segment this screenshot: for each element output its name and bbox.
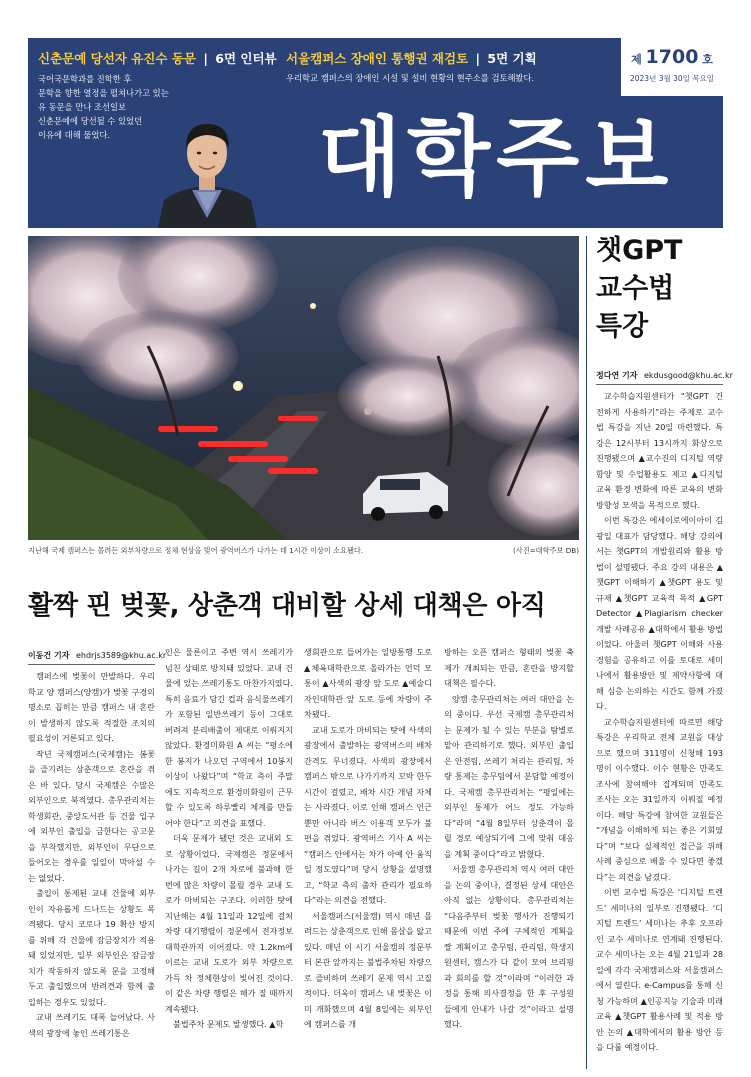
teaser-separator: |: [475, 51, 481, 66]
byline-divider: [28, 664, 155, 665]
paragraph: 출입이 통제된 교내 건물에 외부인이 자유롭게 드나드는 상황도 목격됐다. 당시 코로나 19 확산 방지를 위해 각 건물에 잠금장치가 적용돼 있었지만, 일부 외부인은 잠금장치가 작동하지 않도록 문을 고정해두고 출입했으며 반려견과 함께 출입하는 경우도 있었다.: [28, 888, 155, 1007]
issue-info: [621, 38, 723, 96]
reporter-name: 이동건 기자: [28, 651, 70, 660]
newspaper-title: 대학주보: [318, 108, 675, 208]
paragraph: 방하는 오픈 캠퍼스 형태의 벚꽃 축제가 개최되는 만큼, 혼란을 방지할 대책은 필수다.: [444, 647, 574, 688]
reporter-name: 정다연 기자: [596, 371, 638, 380]
summary-line: 이유에 대해 물었다.: [38, 130, 111, 140]
issue-number: [621, 46, 723, 68]
reporter-email[interactable]: ekdusgood@khu.ac.kr: [643, 371, 733, 380]
sidebar-divider: [586, 236, 587, 1069]
teaser-feature-headline[interactable]: [286, 49, 537, 67]
photo-caption-text: 지난해 국제 캠퍼스는 몰려든 외부차량으로 정체 현상을 빚어 광역버스가 나가는 데 1시간 이상이 소요됐다.: [28, 546, 364, 555]
teaser-feature-page: 5면 기획: [487, 51, 537, 66]
main-headline[interactable]: 활짝 핀 벚꽃, 상춘객 대비할 상세 대책은 아직: [28, 591, 546, 621]
side-article-body: [596, 389, 723, 1069]
issue-suffix: 호: [702, 53, 713, 66]
summary-line: 국어국문학과를 진학한 후: [38, 74, 132, 84]
side-headline[interactable]: [596, 232, 682, 346]
side-headline-line: 교수법: [596, 273, 675, 304]
interviewee-portrait: [150, 108, 265, 228]
issue-prefix: 제: [631, 53, 642, 66]
teaser-feature-summary: 우리학교 캠퍼스의 장애인 시설 및 설비 현황의 현주소를 검토해봤다.: [286, 73, 535, 83]
article-column-3: [304, 645, 432, 1069]
paragraph: 교수학습지원센터에 따르면 해당 특강은 우리학교 전체 교원을 대상으로 했으며 311명이 신청해 193명이 이수했다. 이수 현황은 만족도 조사에 참여해야 집계되며 만족도 조사는 오는 31일까지 이뤄질 예정이다. 해당 특강에 참여한 교원들은 “개념을 이해하게 되는 좋은 기회였다”며 “보다 실제적인 접근을 위해 사례 중심으로 배울 수 있다면 좋겠다”는 의견을 남겼다.: [596, 716, 723, 882]
paragraph: 인은 물론이고 주변 역시 쓰레기가 넘친 상태로 방치돼 있었다. 교내 건물에 있는 쓰레기통도 마찬가지였다. 특히 음료가 담긴 컵과 음식물쓰레기가 포함된 일반쓰레기 등이 그대로 버려져 분리배출이 제대로 이뤄지지 않았다. 환경미화원 A 씨는 “평소에 한 봉지가 나오던 구역에서 10봉지 이상이 나왔다”며 “학교 측이 주말에도 지속적으로 환경미화원이 근무할 수 있도록 하루빨리 체계를 만들어야 한다”고 의견을 표했다.: [165, 647, 293, 828]
summary-line: 유 동문을 만나 조선일보: [38, 102, 127, 112]
paragraph: 양캠 총무관리처는 여러 대안을 논의 중이다. 우선 국제캠 총무관리처는 문제가 될 수 있는 부분을 탐별로 맡아 관리하기로 했다. 외부인 출입은 안전팀, 쓰레기 처리는 관리팀, 차량 통제는 총무팀에서 분담할 예정이다. 국제캠 총무관리처는 “평일에는 외부인 통제가 어느 정도 가능하다”라며 “4월 8일부터 상춘객이 몰릴 경로 예상되기에 그에 맞춰 대응을 계획 중이다”라고 밝혔다.: [444, 693, 574, 859]
paragraph: 생회관으로 들어가는 일방통행 도로 ▲체육대학관으로 올라가는 언덕 모통이 ▲사색의 광장 앞 도로 ▲예술디자인대학관 앞 도로 등에 차량이 주차됐다.: [304, 647, 432, 719]
teaser-interview-headline[interactable]: [38, 49, 277, 67]
paragraph: 교내 도로가 마비되는 탓에 사색의 광장에서 출발하는 광역버스의 배차간격도 무너졌다. 사색의 광장에서 캠퍼스 밖으로 나가기까지 꼬박 한두 시간이 걸렸고, 배차 시간 개념 자체는 사라졌다. 이로 인해 캠퍼스 인근뿐만 아니라 버스 이용객 모두가 불편을 겪었다. 광역버스 기사 A 씨는 “캠퍼스 안에서는 차가 아예 안 움직일 정도였다”며 당시 상황을 설명했고, “학교 측의 출차 관리가 필요하다”라는 의견을 전했다.: [304, 724, 432, 905]
issue-date: 2023년 3월 30일 목요일: [629, 74, 715, 83]
masthead: [28, 38, 723, 228]
photo-credit: (사진=대학주보 DB): [512, 546, 579, 555]
teaser-interview[interactable]: [28, 38, 278, 228]
paragraph: 서울캠퍼스(서울캠) 역시 매년 몰려드는 상춘객으로 인해 몸살을 앓고 있다. 매년 이 시기 서울캠의 정문부터 본관 앞까지는 불법주차된 차량으로 즐비하며 쓰레기 문제 역시 고질적이다. 더욱이 캠퍼스 내 벚꽃은 이미 개화했으며 4월 8일에는 외부인에 캠퍼스를 개: [304, 910, 432, 1029]
issue-number-value: 1700: [645, 46, 699, 68]
teaser-feature-title: 서울캠퍼스 장애인 통행권 재검토: [286, 51, 469, 66]
side-byline: [596, 370, 733, 381]
paragraph: 서울캠 총무관리처 역시 여러 대안을 논의 중이나, 결정된 상세 대안은 아직 없는 상황이다. 총무관리처는 “다음주부터 벚꽃 행사가 진행되기 때문에 이번 주에 구체적인 계획을 짤 계획이고 총무팀, 관리팀, 학생지원센터, 캠스가 다 같이 모여 브리핑과 회의를 할 것”이라며 “이러한 과정을 통해 의사결정을 한 후 구성원들에게 안내가 나갈 것”이라고 설명했다.: [444, 864, 574, 1029]
summary-line: 문학을 향한 열정을 펼쳐나가고 있는: [38, 88, 169, 98]
teaser-interview-page: 6면 인터뷰: [215, 51, 277, 66]
teaser-interview-title: 신춘문예 당선자 유진수 동문: [38, 51, 196, 66]
teaser-separator: |: [203, 51, 208, 66]
paragraph: 캠퍼스에 벚꽃이 만발하다. 우리학교 양 캠퍼스(양캠)가 벚꽃 구경의 명소로 꼽히는 만큼 캠퍼스 내 혼란이 발생하지 않도록 적절한 조치의 필요성이 거론되고 있다.: [28, 671, 155, 743]
paragraph: 교수학습지원센터가 “챗GPT 건전하게 사용하기”라는 주제로 교수법 특강을 지난 20일 마련했다. 특강은 12시부터 13시까지 화상으로 진행됐으며 ▲교수진의 디지털 역량 함양 및 수업활용도 제고 ▲디지털 교육 환경 변화에 따른 교육의 변화 방향성 모색을 목적으로 했다.: [596, 391, 723, 510]
main-byline: [28, 650, 167, 661]
summary-line: 신춘문예에 당선될 수 있었던: [38, 116, 143, 126]
paragraph: 이번 특강은 에세이로에이아이 김광일 대표가 담당했다. 해당 강의에서는 챗GPT의 개발원리와 활용 방법이 설명됐다. 주요 강의 내용은 ▲챗GPT 이해하기 ▲챗GPT 용도 및 규제 ▲챗GPT 교육적 목적 ▲GPT Detector ▲Plagiarism checker 개발 사례공유 ▲대학에서 활용 방법이었다. 아울러 챗GPT 이해와 사용 경험을 공유하고 이를 토대로 세미나에서 활용방안 및 제약사항에 대해 심층 논의하는 시간도 함께 가졌다.: [596, 515, 723, 711]
paragraph: 작년 국제캠퍼스(국제캠)는 봄꽃을 즐기려는 상춘객으로 혼란을 겪은 바 있다. 당시 국제캠은 수많은 외부인으로 북적였다. 총무관리처는 학생회관, 중앙도서관 등 건물 입구에 외부인 출입을 금한다는 공고문을 부착했지만, 외부인이 무단으로 들어오는 경우를 일일이 막아설 수는 없었다.: [28, 748, 155, 883]
article-column-1: [28, 669, 155, 1069]
article-column-2: [165, 645, 293, 1069]
article-column-4: [444, 645, 574, 1069]
teaser-feature[interactable]: [286, 38, 596, 98]
paragraph: 이번 교수법 특강은 ‘디지털 트렌드’ 세미나의 일부로 진행됐다. ‘디지털 트렌드’ 세미나는 추후 오프라인 교수 세미나로 연계돼 진행된다. 교수 세미나는 오는 4월 21일과 28일에 각각 국제캠퍼스와 서울캠퍼스에서 열린다. e-Campus를 통해 신청 가능하며 ▲인공지능 기술과 미래 교육 ▲챗GPT 활용사례 및 적용 방안 논의 ▲대학에서의 활용 방안 등을 다룰 예정이다.: [596, 887, 723, 1052]
side-headline-line: 챗GPT: [596, 235, 683, 266]
paragraph: 더욱 문제가 됐던 것은 교내외 도로 상황이었다. 국제캠은 정문에서 나가는 길이 2개 차로에 불과해 한 번에 많은 차량이 몰릴 경우 교내 도로가 마비되는 구조다. 이러한 탓에 지난해는 4월 11일과 12일에 걸쳐 차량 대기행렬이 정문에서 전자정보대학관까지 이어졌다. 약 1.2km에 이르는 교내 도로가 외부 차량으로 가득 차 정체현상이 빚어진 것이다. 이 같은 차량 행렬은 해가 질 때까지 계속됐다.: [165, 833, 293, 1014]
paragraph: 교내 쓰레기도 대폭 늘어났다. 사색의 광장에 놓인 쓰레기통은: [28, 1012, 155, 1038]
paragraph: 불법주차 문제도 발생했다. ▲학: [173, 1019, 284, 1029]
side-headline-line: 특강: [596, 311, 649, 342]
reporter-email[interactable]: ehdrjs3589@khu.ac.kr: [75, 651, 167, 660]
cherry-blossom-traffic-photo: [28, 236, 579, 540]
byline-divider: [596, 384, 723, 385]
